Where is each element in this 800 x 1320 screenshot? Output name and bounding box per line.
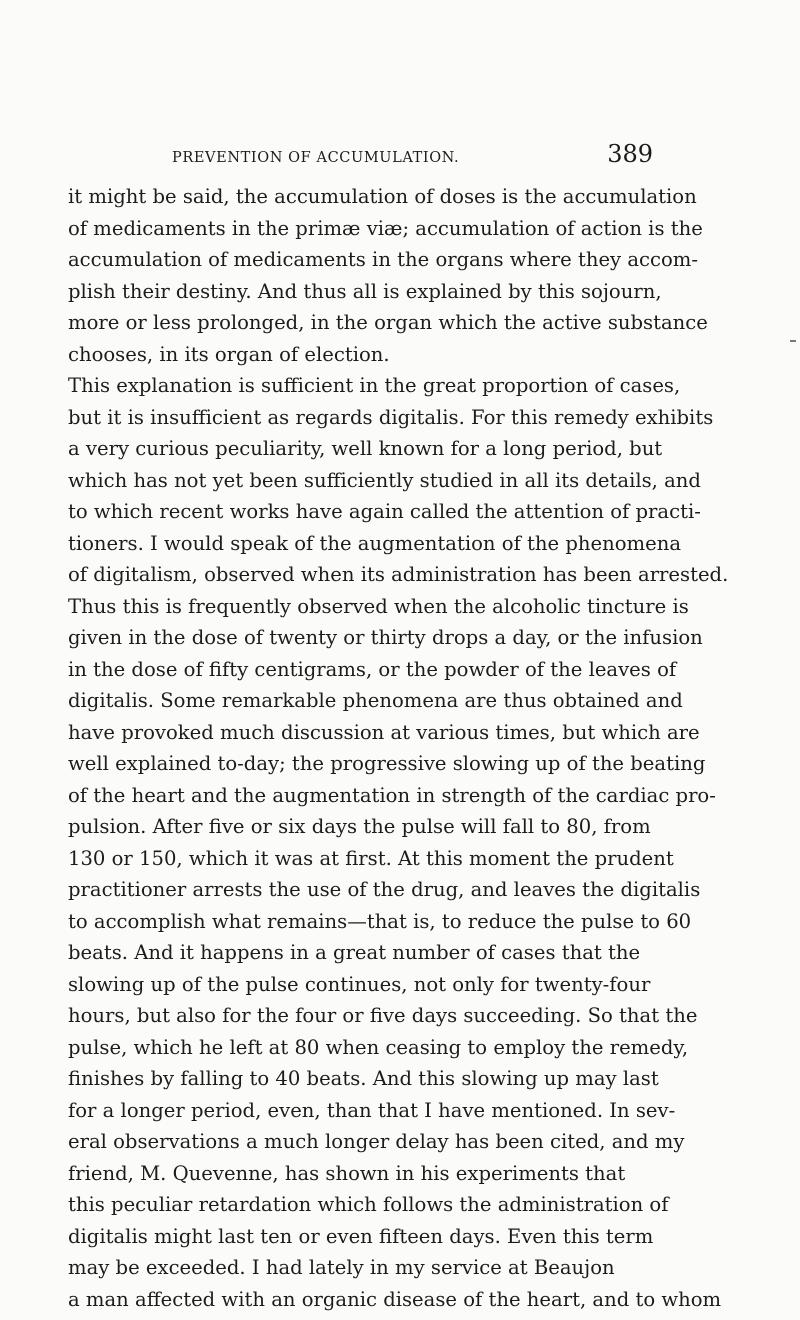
- text-line: it might be said, the accumulation of doses is the accumulation: [68, 185, 697, 208]
- text-line: pulse, which he left at 80 when ceasing to employ the remedy,: [68, 1035, 689, 1059]
- text-line: digitalis. Some remarkable phenomena are thus obtained and: [68, 689, 683, 712]
- text-line: this peculiar retardation which follows the administration of: [68, 1193, 669, 1216]
- text-line: but it is insufficient as regards digitalis. For this remedy exhibits: [68, 405, 714, 429]
- text-line: This explanation is sufficient in the great proportion of cases,: [68, 374, 681, 397]
- text-line: a man affected with an organic disease of the heart, and to whom: [68, 1287, 722, 1311]
- text-line: which has not yet been sufficiently studied in all its details, and: [68, 468, 701, 492]
- text-line: hours, but also for the four or five days succeeding. So that the: [68, 1004, 698, 1027]
- text-line: more or less prolonged, in the organ which the active substance: [68, 311, 708, 334]
- body-text: [68, 181, 788, 1315]
- text-line: well explained to-day; the progressive slowing up of the beating: [68, 752, 706, 775]
- text-line: of medicaments in the primæ viæ; accumulation of action is the: [68, 216, 703, 240]
- text-line: slowing up of the pulse continues, not only for twenty-four: [68, 972, 651, 996]
- text-line: may be exceeded. I had lately in my service at Beaujon: [68, 1256, 615, 1279]
- text-line: beats. And it happens in a great number of cases that the: [68, 941, 641, 964]
- running-title: PREVENTION OF ACCUMULATION.: [172, 150, 460, 166]
- text-line: digitalis might last ten or even fifteen days. Even this term: [68, 1224, 654, 1248]
- text-line: 130 or 150, which it was at first. At this moment the prudent: [68, 846, 674, 870]
- text-line: of the heart and the augmentation in strength of the cardiac pro-: [68, 783, 716, 807]
- text-line: plish their destiny. And thus all is explained by this sojourn,: [68, 279, 662, 303]
- text-line: pulsion. After five or six days the pulse will fall to 80, from: [68, 815, 651, 838]
- text-line: friend, M. Quevenne, has shown in his experiments that: [68, 1161, 626, 1185]
- page-header: [68, 142, 653, 178]
- text-line: accumulation of medicaments in the organs where they accom-: [68, 248, 698, 271]
- text-line: to which recent works have again called the attention of practi-: [68, 500, 701, 523]
- text-line: practitioner arrests the use of the drug, and leaves the digitalis: [68, 878, 701, 901]
- text-line: eral observations a much longer delay has been cited, and my: [68, 1130, 685, 1153]
- text-line: finishes by falling to 40 beats. And this slowing up may last: [68, 1067, 659, 1090]
- text-line: tioners. I would speak of the augmentation of the phenomena: [68, 531, 682, 555]
- text-line: for a longer period, even, than that I have mentioned. In sev-: [68, 1098, 676, 1122]
- margin-mark: [790, 340, 796, 342]
- text-line: Thus this is frequently observed when the alcoholic tincture is: [68, 594, 689, 618]
- text-line: chooses, in its organ of election.: [68, 342, 390, 366]
- text-line: given in the dose of twenty or thirty drops a day, or the infusion: [68, 626, 703, 649]
- text-line: have provoked much discussion at various times, but which are: [68, 720, 700, 744]
- text-line: in the dose of fifty centigrams, or the powder of the leaves of: [68, 657, 677, 681]
- text-line: to accomplish what remains—that is, to reduce the pulse to 60: [68, 909, 692, 933]
- text-line: of digitalism, observed when its administration has been arrested.: [68, 563, 729, 586]
- page-number: 389: [607, 140, 653, 168]
- text-line: a very curious peculiarity, well known for a long period, but: [68, 437, 663, 460]
